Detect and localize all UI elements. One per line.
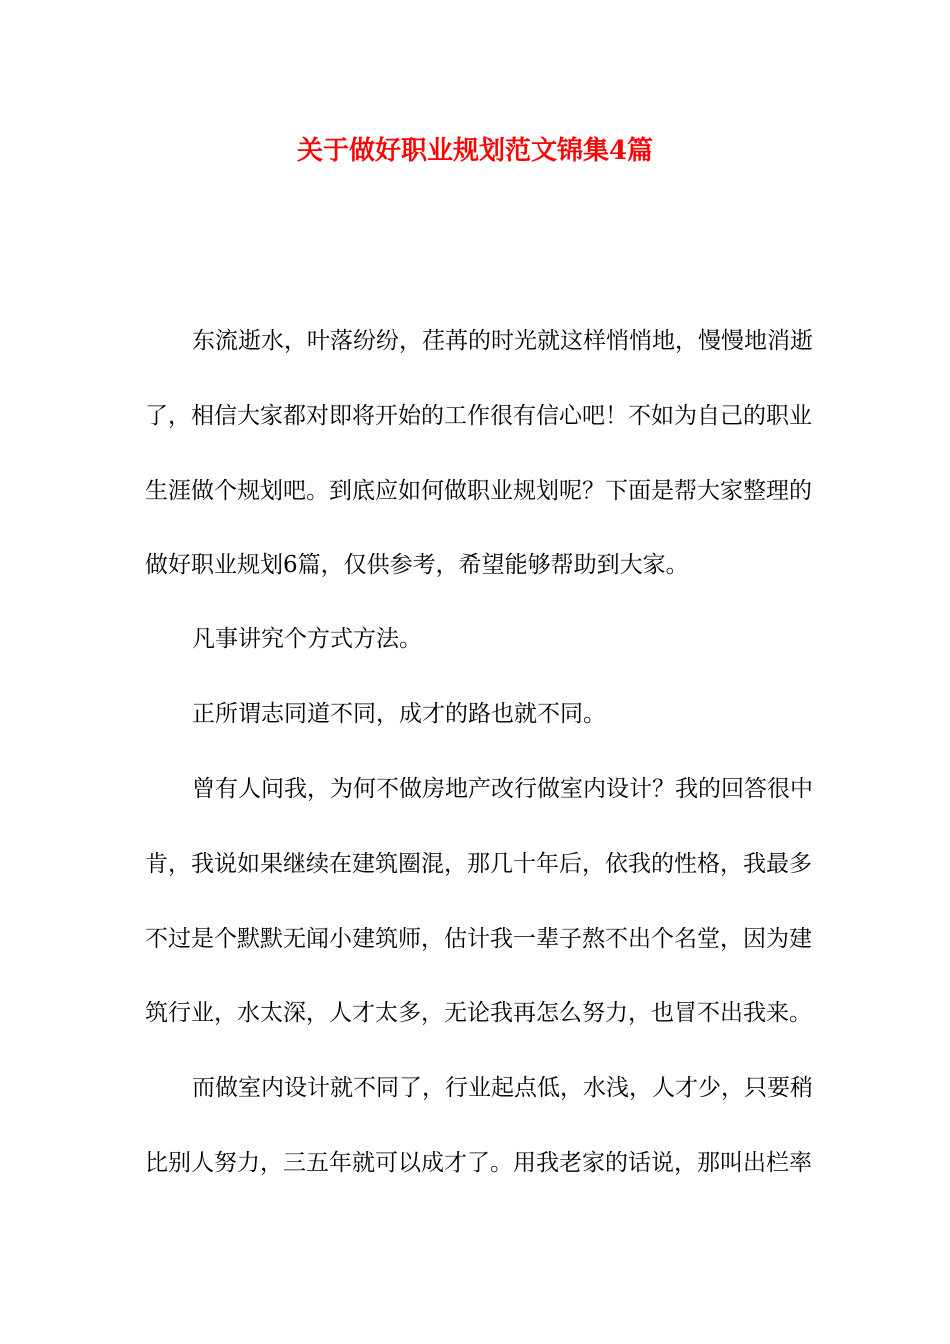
paragraph-line: 不过是个默默无闻小建筑师，估计我一辈子熬不出个名堂，因为建 xyxy=(145,926,812,952)
paragraph-line: 而做室内设计就不同了，行业起点低，水浅，人才少，只要稍 xyxy=(192,1075,813,1101)
paragraph-line: 筑行业，水太深，人才太多，无论我再怎么努力，也冒不出我来。 xyxy=(145,1000,812,1026)
paragraph-line: 生涯做个规划吧。到底应如何做职业规划呢？下面是帮大家整理的 xyxy=(145,478,812,504)
paragraph-line: 了，相信大家都对即将开始的工作很有信心吧！不如为自己的职业 xyxy=(145,403,812,429)
paragraph-line: 东流逝水，叶落纷纷，荏苒的时光就这样悄悄地，慢慢地消逝 xyxy=(192,328,813,354)
paragraph-line: 曾有人问我，为何不做房地产改行做室内设计？我的回答很中 xyxy=(192,776,813,802)
paragraph-line: 正所谓志同道不同，成才的路也就不同。 xyxy=(192,701,606,727)
paragraph-line: 肯，我说如果继续在建筑圈混，那几十年后，依我的性格，我最多 xyxy=(145,851,812,877)
paragraph-line: 做好职业规划6篇，仅供参考，希望能够帮助到大家。 xyxy=(145,552,689,578)
paragraph-line: 凡事讲究个方式方法。 xyxy=(192,626,422,652)
document-title: 关于做好职业规划范文锦集4篇 xyxy=(296,136,654,166)
paragraph-line: 比别人努力，三五年就可以成才了。用我老家的话说，那叫出栏率 xyxy=(145,1150,812,1176)
